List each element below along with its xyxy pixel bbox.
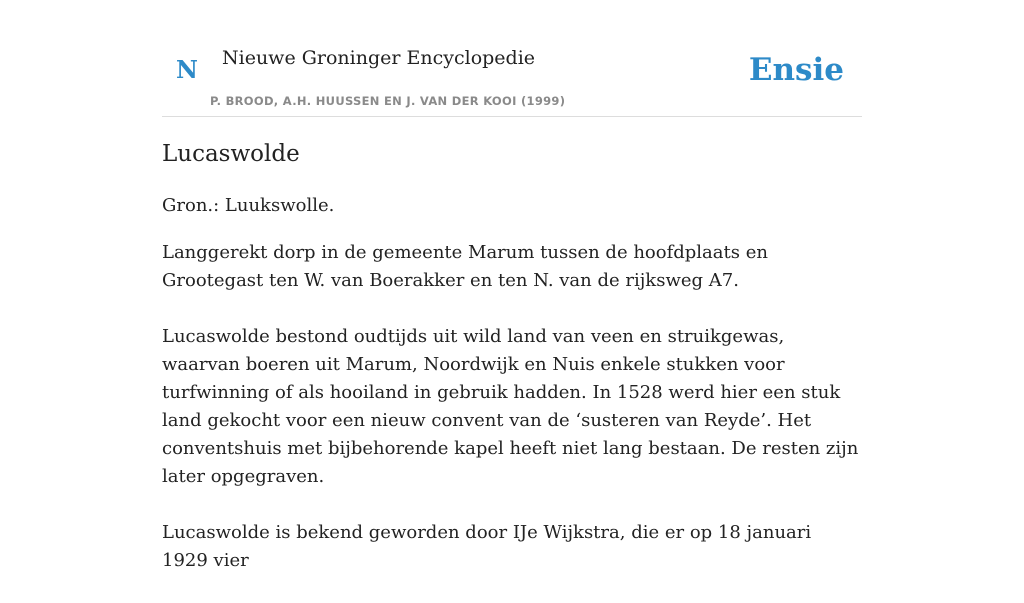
article-body [162,192,862,603]
publication-authors: P. BROOD, A.H. HUUSSEN EN J. VAN DER KOOI (1999) [210,94,566,108]
publication-title[interactable]: Nieuwe Groninger Encyclopedie [222,47,536,69]
header [162,0,862,117]
brand-logo[interactable]: Ensie [748,52,844,88]
article-alias: Gron.: Luukswolle. [162,195,335,216]
article-title: Lucaswolde [162,141,300,167]
publication-logo[interactable]: N [176,55,198,84]
article-paragraph: Lucaswolde is bekend geworden door IJe Wijkstra, die er op 18 januari 1929 vier [162,522,812,571]
article-paragraph: Lucaswolde bestond oudtijds uit wild land van veen en struikgewas, waarvan boeren uit Marum, Noordwijk en Nuis enkele stukken voor turfwinning of als hooiland in gebruik hadden. In 1528 werd hier een stuk land gekocht voor een nieuw convent van de ‘susteren van Reyde’. Het conventshuis met bijbehorende kapel heeft niet lang bestaan. De resten zijn later opgegraven. [162,326,859,487]
article-paragraph: Langgerekt dorp in de gemeente Marum tussen de hoofdplaats en Grootegast ten W. van Boerakker en ten N. van de rijksweg A7. [162,242,768,291]
page [162,0,862,571]
